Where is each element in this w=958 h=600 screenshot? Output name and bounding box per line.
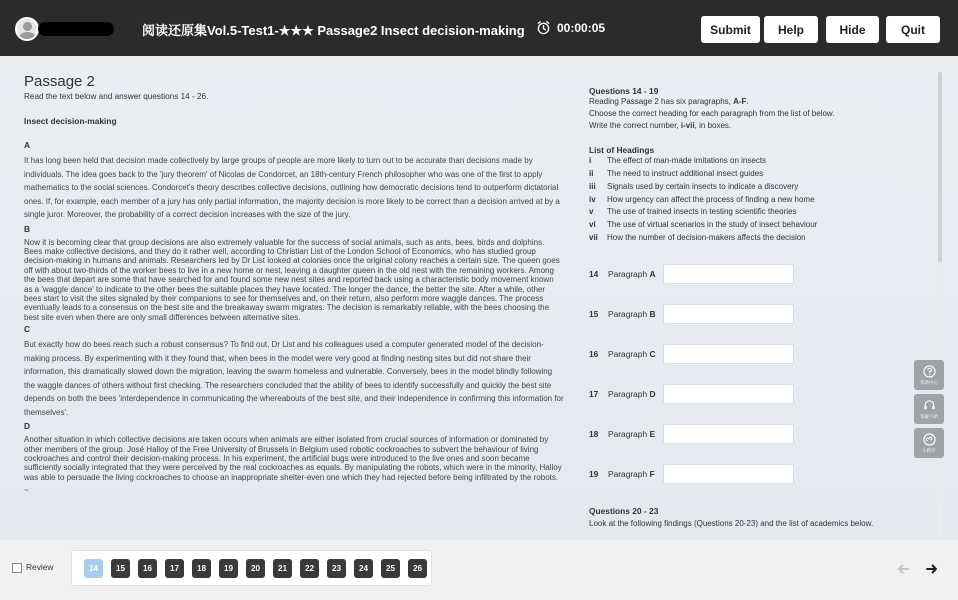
question-row-16: 16 Paragraph C — [589, 344, 794, 364]
question-nav-22[interactable]: 22 — [300, 559, 319, 578]
answer-input-19[interactable] — [663, 464, 794, 484]
question-navigator — [71, 550, 432, 586]
list-of-headings-title: List of Headings — [589, 145, 655, 156]
test-title: 阅读还原集Vol.5-Test1-★★★ Passage2 Insect decision-making — [142, 23, 525, 38]
paragraph-text: Another situation in which collective decisions are taken occurs when animals are either isolated from crucial sources of information or dominated by other members of the group. José Halloy of the Free University of Brussels in Belgium used robotic cockroaches to subvert the behaviour of living cockroaches and control their decision-making process. In his experiment, the artificial bugs were introduced to the live ones and soon became sufficiently socially integrated that they were perceived by the real cockroaches as equals. By manipulating the robots, which were in the minority, Halloy was able to persuade the living cockroaches to choose an inappropriate shelter-even one which they had rejected before being infiltrated by the robots. — [24, 435, 562, 482]
next-button[interactable] — [920, 557, 944, 581]
heading-item: iv How urgency can affect the process of finding a new home — [589, 194, 815, 204]
question-instruction: Choose the correct heading for each paragraph from the list of below. — [589, 108, 835, 118]
question-nav-23[interactable]: 23 — [327, 559, 346, 578]
question-instruction: Write the correct number, i-vii, in boxes. — [589, 120, 732, 130]
arrow-right-icon — [925, 562, 939, 576]
mini-program-tool[interactable]: 小程序 — [914, 428, 944, 458]
arrow-left-icon — [896, 562, 910, 576]
question-nav-25[interactable]: 25 — [381, 559, 400, 578]
heading-item: iii Signals used by certain insects to indicate a discovery — [589, 181, 799, 191]
qa-assistant-tool[interactable]: 答疑小助 — [914, 394, 944, 424]
question-nav-26[interactable]: 26 — [408, 559, 427, 578]
answer-input-14[interactable] — [663, 264, 794, 284]
question-circle-icon — [923, 365, 936, 378]
question-instruction: Look at the following findings (Questions 20-23) and the list of academics below. — [589, 519, 874, 528]
headings-list — [589, 155, 929, 244]
submit-button[interactable]: Submit — [701, 16, 760, 43]
passage-trailing-mark: ~ — [24, 486, 29, 496]
question-nav-15[interactable]: 15 — [111, 559, 130, 578]
main-panel — [0, 56, 958, 540]
help-center-tool[interactable]: 帮助中心 — [914, 360, 944, 390]
paragraph-text: But exactly how do bees reach such a robust consensus? To find out, Dr List and his colleagues used a computer generated model of the decision-making process. By experimenting with it they found that, when bees in the model were very good at finding nesting sites but did not share their information, this dramatically slowed down the migration, leaving the swarm homeless and vulnerable. Conversely, bees in the model blindly following the waggle dances of others without first checking. The researchers concluded that the ability of bees to identify successfully and quickly the best site depends on both the bees 'interdependence in communicating the whereabouts of the best site, and their independence in confirming this information for themselves'. — [24, 340, 564, 417]
questions-pane[interactable] — [589, 86, 929, 536]
headset-icon — [923, 399, 936, 412]
avatar[interactable] — [15, 17, 39, 41]
paragraph-text: It has long been held that decision made collectively by large groups of people are more likely to turn out to be accurate than decisions made by individuals. The idea goes back to the 'jury theorem' of Nicolas de Condorcet, an 18th-century French philosopher who was one of the first to apply mathematics to the social sciences. Condorcet's theory describes collective decisions, outlining how democratic decisions tend to outperform dictatorial ones. If, for example, each member of a jury has only partial information, the majority decision is more likely to be correct than a decision arrived at by a single juror. Moreover, the probability of a correct decision increases with the size of the jury. — [24, 156, 560, 219]
question-nav-17[interactable]: 17 — [165, 559, 184, 578]
heading-item: vi The use of virtual scenarios in the study of insect behaviour — [589, 219, 818, 229]
top-bar — [0, 0, 958, 56]
help-button[interactable]: Help — [764, 16, 818, 43]
mini-program-icon — [923, 433, 936, 446]
question-nav-19[interactable]: 19 — [219, 559, 238, 578]
quit-button[interactable]: Quit — [886, 16, 940, 43]
question-nav-24[interactable]: 24 — [354, 559, 373, 578]
question-nav-20[interactable]: 20 — [246, 559, 265, 578]
question-nav-14[interactable]: 14 — [84, 559, 103, 578]
question-nav-21[interactable]: 21 — [273, 559, 292, 578]
question-row-18: 18 Paragraph E — [589, 424, 794, 444]
question-row-19: 19 Paragraph F — [589, 464, 794, 484]
passage-heading: Insect decision-making — [24, 116, 117, 126]
review-label: Review — [26, 562, 54, 572]
answer-input-16[interactable] — [663, 344, 794, 364]
footer-bar — [0, 540, 958, 600]
alarm-clock-icon — [536, 20, 551, 35]
question-nav-18[interactable]: 18 — [192, 559, 211, 578]
question-range-14-19: Questions 14 - 19 — [589, 86, 659, 96]
question-instruction: Reading Passage 2 has six paragraphs, A-F. — [589, 97, 749, 106]
timer: 00:00:05 — [557, 21, 606, 35]
question-row-15: 15 Paragraph B — [589, 304, 794, 324]
question-nav-16[interactable]: 16 — [138, 559, 157, 578]
scrollbar-thumb[interactable] — [938, 72, 942, 262]
passage-instruction: Read the text below and answer questions 14 - 26. — [24, 92, 209, 101]
answer-input-17[interactable] — [663, 384, 794, 404]
passage-pane[interactable] — [24, 74, 564, 534]
paragraph-letter: A — [24, 140, 31, 150]
paragraph-letter: B — [24, 223, 31, 234]
question-range-20-23: Questions 20 - 23 — [589, 506, 659, 516]
heading-item: vii How the number of decision-makers affects the decision — [589, 232, 806, 242]
answer-input-15[interactable] — [663, 304, 794, 324]
username-redacted — [38, 22, 114, 36]
heading-item: ii The need to instruct additional insect guides — [589, 169, 764, 179]
paragraph-text: Now it is becoming clear that group decisions are also extremely valuable for the success of social animals, such as ants, bees, birds and dolphins. Bees make collective decisions, and they do it rather well, according to Christian List of the London School of Economics, who has studied group decision-making in humans and animals. Researchers led by Dr List looked at colonies once the original colony reaches a certain size. The queen goes off with about two-thirds of the worker bees to live in a new home or nest, leaving a daughter queen in the old nest with the remaining workers. Among the bees that depart are some that have searched for and found some new nest sites and reported back using a characteristic body movement known as a 'waggle dance' to indicate to the other bees the suitable places they have located. The longer the dance, the better the site. After a while, other bees start to visit the sites signaled by their companions to see for themselves and, on their return, also perform more waggle dances. The process eventually leads to a consensus on the best site and the breakaway swarm migrates. The decision is remarkably reliable, with the bees choosing the best site even when there are only small differences between alternative sites. — [24, 237, 560, 322]
previous-button[interactable] — [891, 557, 915, 581]
heading-item: i The effect of man-made imitations on insects — [589, 156, 767, 166]
question-row-17: 17 Paragraph D — [589, 384, 794, 404]
answer-input-18[interactable] — [663, 424, 794, 444]
hide-button[interactable]: Hide — [826, 16, 879, 43]
passage-title: Passage 2 — [24, 74, 95, 90]
question-row-14: 14 Paragraph A — [589, 264, 794, 284]
heading-item: v The use of trained insects in testing scientific theories — [589, 207, 797, 217]
review-checkbox[interactable] — [12, 563, 22, 573]
paragraph-letter: C — [24, 324, 31, 335]
paragraph-letter: D — [24, 421, 31, 432]
